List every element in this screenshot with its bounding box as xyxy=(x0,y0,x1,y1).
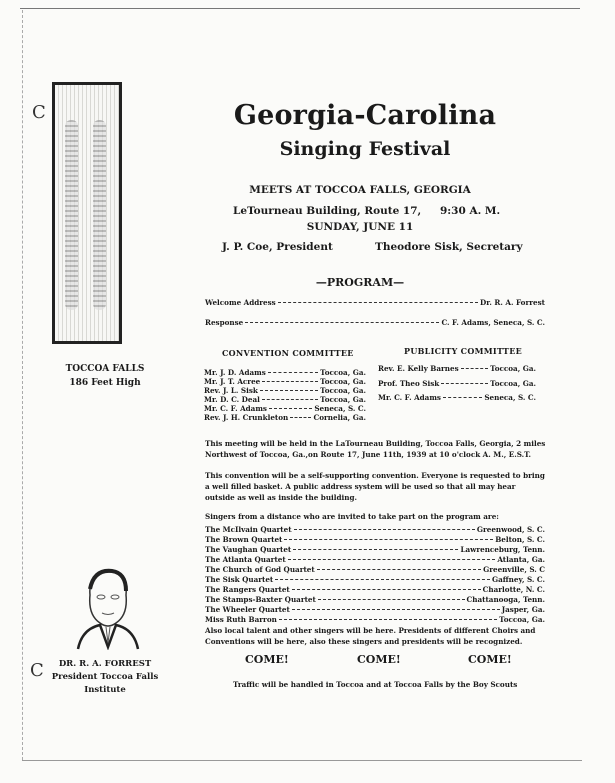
singer-name: The McIlvain Quartet xyxy=(205,525,292,534)
singer-name: The Rangers Quartet xyxy=(205,585,290,594)
event-date: SUNDAY, JUNE 11 xyxy=(306,221,414,233)
member-name: Mr. J. D. Adams xyxy=(204,368,266,377)
singer-place: Jasper, Ga. xyxy=(501,605,545,614)
singer-row xyxy=(205,585,545,594)
program-item xyxy=(205,318,545,327)
festival-title: Georgia-Carolina xyxy=(233,100,497,131)
left-border xyxy=(22,10,23,760)
falls-stream-left xyxy=(65,120,78,310)
singer-place: Greenville, S. C xyxy=(483,565,545,574)
member-name: Mr. D. C. Deal xyxy=(204,395,260,404)
meets-location: MEETS AT TOCCOA FALLS, GEORGIA xyxy=(249,184,471,196)
support-line-2: a well filled basket. A public address system will be used so that all may hear xyxy=(205,482,516,491)
festival-subtitle: Singing Festival xyxy=(279,138,451,160)
singer-name: The Atlanta Quartet xyxy=(205,555,286,564)
leader-dots xyxy=(292,589,481,590)
president: J. P. Coe, President xyxy=(222,241,333,253)
top-border xyxy=(20,8,580,9)
forrest-caption-institute: Institute xyxy=(84,685,126,695)
singer-row xyxy=(205,595,545,604)
member-name: Mr. C. F. Adams xyxy=(378,393,441,402)
member-place: Toccoa, Ga. xyxy=(320,386,366,395)
singer-row xyxy=(205,545,545,554)
leader-dots xyxy=(293,549,458,550)
margin-mark-top: C xyxy=(32,102,46,123)
leader-dots xyxy=(262,399,318,400)
falls-caption-title: TOCCOA FALLS xyxy=(65,364,145,374)
singer-row xyxy=(205,535,545,544)
forrest-caption-role: President Toccoa Falls xyxy=(51,672,159,682)
leader-dots xyxy=(275,579,490,580)
forrest-portrait xyxy=(72,565,142,650)
traffic-note: Traffic will be handled in Toccoa and at Toccoa Falls by the Boy Scouts xyxy=(233,680,518,689)
program-item-value: C. F. Adams, Seneca, S. C. xyxy=(441,318,545,327)
singers-intro: Singers from a distance who are invited to take part on the program are: xyxy=(205,512,499,521)
singer-name: The Brown Quartet xyxy=(205,535,283,544)
singer-row xyxy=(205,555,545,564)
singer-place: Lawrenceburg, Tenn. xyxy=(460,545,545,554)
start-time: 9:30 A. M. xyxy=(440,205,501,217)
leader-dots xyxy=(260,390,318,391)
singer-place: Belton, S. C. xyxy=(495,535,545,544)
come-callout-3: COME! xyxy=(468,653,512,666)
singer-name: The Sisk Quartet xyxy=(205,575,274,584)
member-name: Mr. C. F. Adams xyxy=(204,404,267,413)
falls-caption-height: 186 Feet High xyxy=(69,378,141,388)
member-place: Cornelia, Ga. xyxy=(313,413,366,422)
singer-row xyxy=(205,525,545,534)
falls-caption xyxy=(30,362,180,390)
leader-dots xyxy=(288,559,496,560)
support-line-3: outside as well as inside the building. xyxy=(205,493,358,502)
leader-dots xyxy=(292,609,500,610)
leader-dots xyxy=(443,397,482,398)
singer-place: Charlotte, N. C. xyxy=(482,585,545,594)
support-paragraph xyxy=(205,470,545,503)
meeting-paragraph xyxy=(205,438,545,460)
forrest-caption-name: DR. R. A. FORREST xyxy=(58,659,152,669)
also-line-1: Also local talent and other singers will be here. Presidents of different Choirs and xyxy=(205,626,536,635)
member-name: Mr. J. T. Acree xyxy=(204,377,261,386)
also-line-2: Conventions will be here, also these singers and presidents will be recognized. xyxy=(205,637,523,646)
committee-member xyxy=(378,393,536,402)
leader-dots xyxy=(268,372,318,373)
committee-member xyxy=(204,413,366,422)
program-heading: —PROGRAM— xyxy=(315,276,405,289)
member-place: Toccoa, Ga. xyxy=(490,379,536,388)
leader-dots xyxy=(317,569,481,570)
singer-row xyxy=(205,575,545,584)
program-item-label: Welcome Address xyxy=(205,298,276,307)
toccoa-falls-photo xyxy=(52,82,122,344)
meeting-line-2: Northwest of Toccoa, Ga.,on Route 17, June 11th, 1939 at 10 o'clock A. M., E.S.T. xyxy=(205,450,532,459)
committee-member xyxy=(204,395,366,404)
leader-dots xyxy=(269,408,312,409)
committee-member xyxy=(204,386,366,395)
leader-dots xyxy=(278,302,478,303)
leader-dots xyxy=(461,368,489,369)
singer-name: The Vaughan Quartet xyxy=(205,545,292,554)
publicity-committee-title: PUBLICITY COMMITTEE xyxy=(404,346,522,356)
committee-member xyxy=(204,377,366,386)
program-item-label: Response xyxy=(205,318,244,327)
bottom-border xyxy=(22,760,582,761)
singer-row xyxy=(205,615,545,624)
leader-dots xyxy=(284,539,493,540)
leader-dots xyxy=(294,529,475,530)
singer-place: Toccoa, Ga. xyxy=(499,615,545,624)
member-name: Prof. Theo Sisk xyxy=(378,379,440,388)
singer-place: Gaffney, S. C. xyxy=(491,575,545,584)
margin-mark-bottom: C xyxy=(30,660,44,681)
member-place: Toccoa, Ga. xyxy=(320,377,366,386)
committee-member xyxy=(204,404,366,413)
committee-member xyxy=(378,379,536,388)
singer-row xyxy=(205,605,545,614)
member-name: Rev. E. Kelly Barnes xyxy=(378,364,459,373)
singer-place: Greenwood, S. C. xyxy=(476,525,545,534)
leader-dots xyxy=(318,599,465,600)
member-place: Toccoa, Ga. xyxy=(320,368,366,377)
member-place: Seneca, S. C. xyxy=(484,393,536,402)
convention-committee-title: CONVENTION COMMITTEE xyxy=(222,348,354,358)
leader-dots xyxy=(290,417,311,418)
member-name: Rev. J. L. Sisk xyxy=(204,386,258,395)
leader-dots xyxy=(245,322,439,323)
support-line-1: This convention will be a self-supporting convention. Everyone is requested to bring xyxy=(205,471,545,480)
come-callout-2: COME! xyxy=(357,653,401,666)
singer-name: The Church of God Quartet xyxy=(205,565,315,574)
secretary: Theodore Sisk, Secretary xyxy=(375,241,523,253)
member-name: Rev. J. H. Crunkleton xyxy=(204,413,289,422)
leader-dots xyxy=(279,619,497,620)
singer-name: The Stamps-Baxter Quartet xyxy=(205,595,316,604)
singer-name: The Wheeler Quartet xyxy=(205,605,290,614)
committee-member xyxy=(378,364,536,373)
leader-dots xyxy=(441,383,488,384)
singer-place: Chattanooga, Tenn. xyxy=(466,595,545,604)
meeting-line-1: This meeting will be held in the LaTourneau Building, Toccoa Falls, Georgia, 2 miles xyxy=(205,439,546,448)
committee-member xyxy=(204,368,366,377)
forrest-caption xyxy=(30,658,180,697)
singer-name: Miss Ruth Barron xyxy=(205,615,277,624)
member-place: Toccoa, Ga. xyxy=(490,364,536,373)
singer-row xyxy=(205,565,545,574)
come-callout-1: COME! xyxy=(245,653,289,666)
leader-dots xyxy=(262,381,318,382)
singer-place: Atlanta, Ga. xyxy=(497,555,545,564)
program-item-value: Dr. R. A. Forrest xyxy=(480,298,545,307)
falls-stream-right xyxy=(93,120,106,310)
also-paragraph xyxy=(205,625,535,647)
member-place: Toccoa, Ga. xyxy=(320,395,366,404)
program-item xyxy=(205,298,545,307)
member-place: Seneca, S. C. xyxy=(314,404,366,413)
building-route: LeTourneau Building, Route 17, xyxy=(233,205,422,217)
